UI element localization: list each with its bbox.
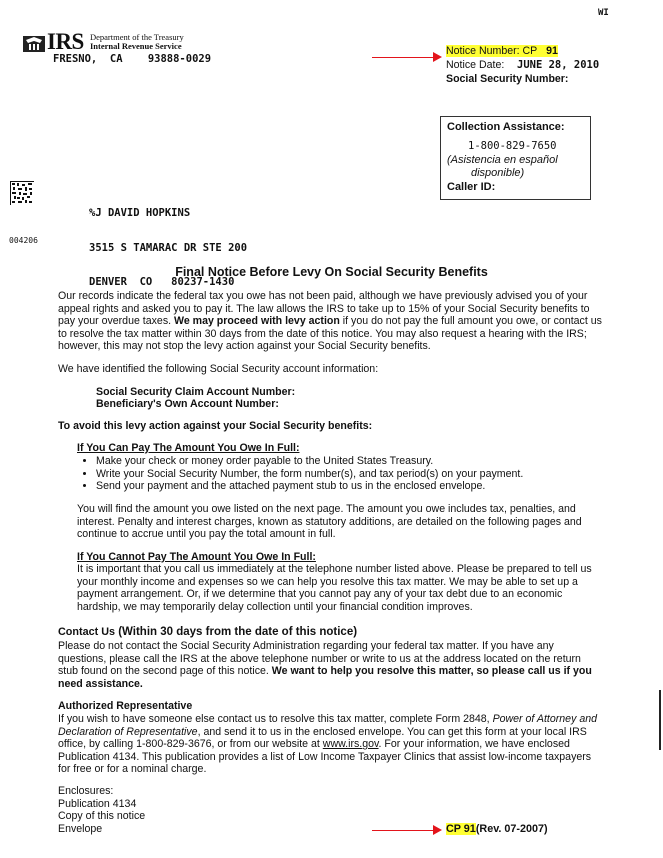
notice-number — [446, 45, 558, 57]
list-item: • Write your Social Security Number, the form number(s), and tax period(s) on your payment. — [96, 468, 626, 481]
recipient-address — [89, 185, 247, 300]
scan-edge-mark — [659, 690, 661, 750]
authorized-paragraph — [58, 713, 603, 776]
2d-barcode-icon — [10, 181, 34, 210]
recipient-line3: DENVER CO 80237-1430 — [89, 276, 235, 288]
service-name: Internal Revenue Service — [90, 41, 182, 51]
notice-number-label: Notice Number: CP — [446, 45, 538, 57]
avoid-heading: To avoid this levy action against your Social Security benefits: — [58, 420, 373, 432]
cannot-pay-text: It is important that you call us immediately at the telephone number listed above. Please be prepared to tell us your monthly income and expenses so we can help you resolve this tax matter. We may be able to set up a payment arrangement. Or, if we determine that you cannot pay any of your tax debt due to an economic hardship, we may temporarily delay collection until your financial condition improves. — [77, 563, 592, 613]
intro-text: Our records indicate the federal tax you owe has not been paid, although we have previously advised you of your appeal rights and asked you to pay it. The law allows the IRS to take up to 15% of your Social Security benefits to pay your overdue taxes. — [58, 290, 590, 328]
form-code — [446, 823, 548, 835]
notice-title: Final Notice Before Levy On Social Security Benefits — [175, 265, 488, 279]
list-item: • Send your payment and the attached payment stub to us in the enclosed envelope. — [96, 480, 626, 493]
irs-eagle-logo-icon — [22, 34, 46, 59]
notice-date-label: Notice Date: — [446, 59, 505, 71]
intro-paragraph — [58, 290, 603, 353]
authorized-text3: . For your information, we have enclosed Publication 4134. This publication provides a list of Low Income Taxpayer Clinics that assist low-income taxpayers for free or for a nominal charge. — [58, 738, 592, 776]
red-arrow-notice-icon — [372, 57, 440, 58]
identified-text: We have identified the following Social Security account information: — [58, 363, 379, 375]
intro-text2: if you do not pay the full amount you owe, or contact us to resolve the tax matter within 30 days from the date of this notice. You may also request a hearing with the IRS; however, this may not stop the levy action against your Social Security benefits. — [58, 315, 602, 353]
list-item: Envelope — [58, 822, 103, 835]
pay-full-followup: You will find the amount you owe listed on the next page. The amount you owe includes tax, penalties, and interest. Penalty and interest charges, known as statutory additions, are detailed on the following pages and continue to accrue until you pay the total amount in full. — [77, 503, 582, 541]
form-revision: (Rev. 07-2007) — [475, 823, 548, 835]
irs-website-link[interactable]: www.irs.gov — [322, 738, 379, 751]
enclosures-heading: Enclosures: — [58, 785, 114, 797]
contact-heading — [58, 626, 357, 638]
pay-full-list — [78, 455, 626, 493]
authorized-text1: If you wish to have someone else contact us to resolve this tax matter, complete Form 2848, — [58, 713, 493, 725]
ssn-label: Social Security Number: — [446, 73, 569, 85]
claim-account-label: Social Security Claim Account Number: — [96, 386, 296, 398]
enclosures — [58, 785, 145, 835]
contact-paragraph — [58, 640, 603, 690]
collection-title: Collection Assistance: — [447, 121, 565, 133]
irs-wordmark: IRS — [47, 29, 84, 54]
sequence-number: 004206 — [9, 236, 38, 245]
department-name: Department of the Treasury — [90, 32, 184, 42]
beneficiary-label: Beneficiary's Own Account Number: — [96, 398, 279, 410]
list-item: • Make your check or money order payable to the United States Treasury. — [96, 455, 626, 468]
caller-id-label: Caller ID: — [447, 181, 496, 193]
contact-bold: We want to help you resolve this matter, so please call us if you need assistance. — [58, 665, 592, 690]
pay-full-heading: If You Can Pay The Amount You Owe In Full: — [77, 442, 300, 454]
intro-bold: We may proceed with levy action — [171, 315, 340, 328]
authorized-heading: Authorized Representative — [58, 700, 193, 712]
contact-heading-tail: (Within 30 days from the date of this notice) — [115, 626, 358, 638]
form-code-value: CP 91 — [446, 823, 476, 835]
authorized-form-title: Power of Attorney and Declaration of Representative — [58, 713, 597, 738]
spanish-note-line1: (Asistencia en español — [447, 154, 558, 166]
collection-phone: 1-800-829-7650 — [468, 140, 557, 152]
corner-code: WI — [598, 8, 609, 18]
notice-number-value: 91 — [546, 45, 558, 57]
list-item: Copy of this notice — [58, 810, 146, 823]
return-city: FRESNO, CA 93888-0029 — [53, 53, 212, 65]
spanish-note-line2: disponible) — [471, 167, 525, 179]
authorized-text2: , and send it to us in the enclosed envelope. You can get this form at your local IRS office, by calling 1-800-829-3676, or from our website at — [58, 725, 587, 751]
recipient-line2: 3515 S TAMARAC DR STE 200 — [89, 241, 248, 254]
recipient-line1: %J DAVID HOPKINS — [89, 207, 191, 219]
red-arrow-footer-icon — [372, 830, 440, 831]
cannot-pay-heading: If You Cannot Pay The Amount You Owe In Full: — [77, 551, 316, 563]
contact-heading-main: Contact Us — [58, 626, 115, 638]
notice-date-value: JUNE 28, 2010 — [517, 59, 600, 71]
list-item: Publication 4134 — [58, 797, 137, 810]
contact-text: Please do not contact the Social Security Administration regarding your federal tax matter. If you have any questions, please call the IRS at the above telephone number or write to us at the address located on the return stub found on the second page of this notice. — [58, 640, 581, 678]
